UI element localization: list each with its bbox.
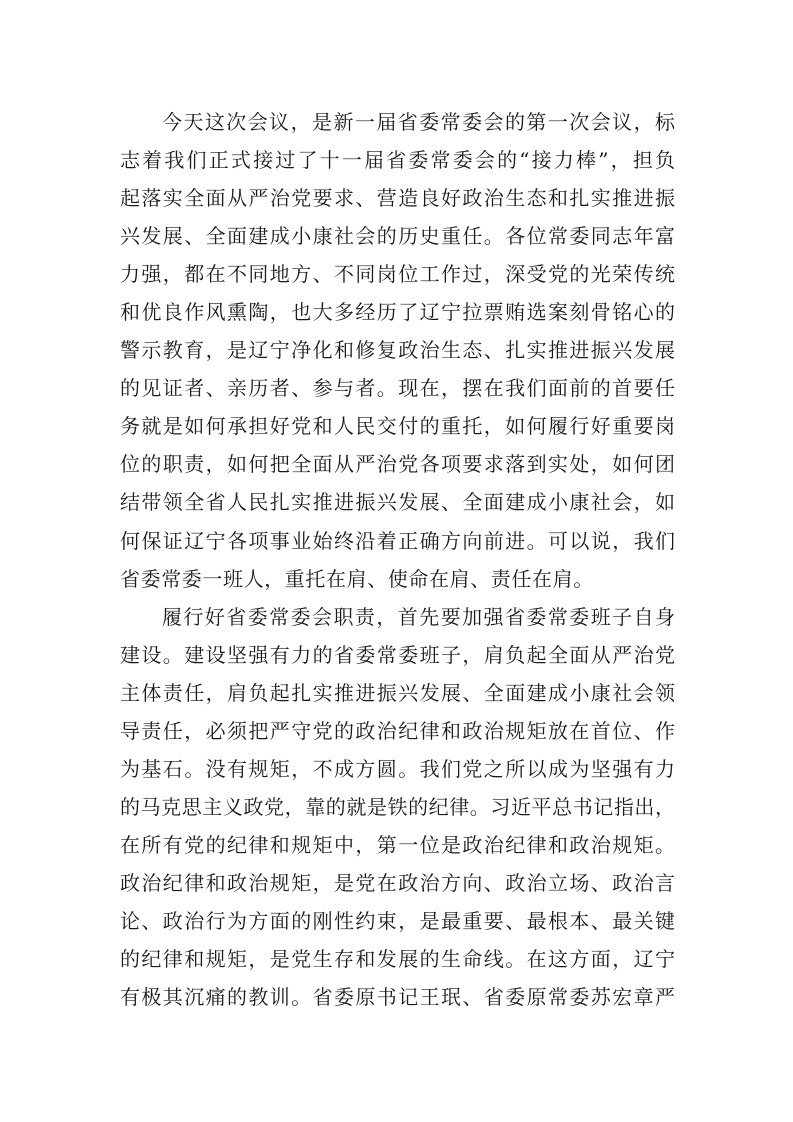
text-line: 主体责任，肩负起扎实推进振兴发展、全面建成小康社会领	[120, 680, 675, 705]
text-line: 的纪律和规矩，是党生存和发展的生命线。在这方面，辽宁	[120, 947, 675, 972]
text-line: 兴发展、全面建成小康社会的历史重任。各位常委同志年富	[120, 224, 675, 249]
text-line: 政治纪律和政治规矩，是党在政治方向、政治立场、政治言	[120, 870, 675, 895]
text-line: 志着我们正式接过了十一届省委常委会的“接力棒”，担负	[120, 148, 675, 173]
text-line: 的见证者、亲历者、参与者。现在，摆在我们面前的首要任	[120, 376, 675, 401]
document-page	[120, 103, 675, 1016]
text-line: 结带领全省人民扎实推进振兴发展、全面建成小康社会，如	[120, 490, 675, 515]
text-line: 省委常委一班人，重托在肩、使命在肩、责任在肩。	[120, 566, 594, 591]
text-line: 力强，都在不同地方、不同岗位工作过，深受党的光荣传统	[120, 262, 675, 287]
text-line: 位的职责，如何把全面从严治党各项要求落到实处，如何团	[120, 452, 675, 477]
text-line: 务就是如何承担好党和人民交付的重托，如何履行好重要岗	[120, 414, 675, 439]
text-line: 的马克思主义政党，靠的就是铁的纪律。习近平总书记指出，	[120, 794, 675, 819]
text-line: 为基石。没有规矩，不成方圆。我们党之所以成为坚强有力	[120, 756, 675, 781]
text-line: 和优良作风熏陶，也大多经历了辽宁拉票贿选案刻骨铭心的	[120, 300, 675, 325]
text-line: 今天这次会议，是新一届省委常委会的第一次会议，标	[162, 110, 675, 134]
text-line: 有极其沉痛的教训。省委原书记王珉、省委原常委苏宏章严	[120, 985, 675, 1010]
text-line: 履行好省委常委会职责，首先要加强省委常委班子自身	[162, 604, 675, 629]
text-line: 在所有党的纪律和规矩中，第一位是政治纪律和政治规矩。	[120, 832, 675, 857]
text-line: 警示教育，是辽宁净化和修复政治生态、扎实推进振兴发展	[120, 338, 675, 363]
text-line: 何保证辽宁各项事业始终沿着正确方向前进。可以说，我们	[120, 528, 675, 553]
text-line: 起落实全面从严治党要求、营造良好政治生态和扎实推进振	[120, 186, 675, 211]
text-line: 导责任，必须把严守党的政治纪律和政治规矩放在首位、作	[120, 718, 675, 743]
text-line: 建设。建设坚强有力的省委常委班子，肩负起全面从严治党	[120, 642, 675, 667]
paragraph-2	[120, 598, 675, 1017]
paragraph-1	[120, 103, 675, 598]
text-line: 论、政治行为方面的刚性约束，是最重要、最根本、最关键	[120, 908, 675, 933]
